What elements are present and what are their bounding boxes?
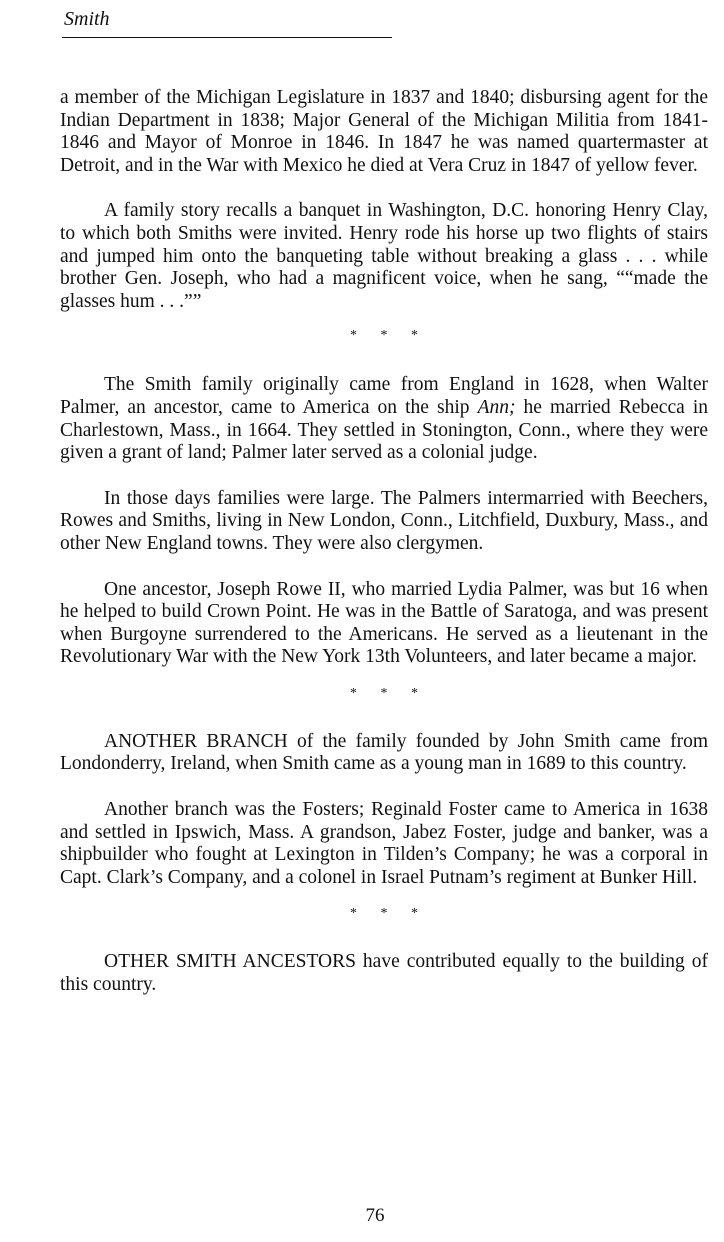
ship-name: Ann; (477, 396, 516, 418)
header-rule (62, 37, 392, 38)
paragraph: a member of the Michigan Legislature in 1837 and 1840; disbursing agent for the Indian Department in 1838; Major General of the Michigan Militia from 1841-1846 and Mayor of Monroe in 1846. In 1847 he was named quartermaster at Detroit, and in the War with Mexico he died at Vera Cruz in 1847 of yellow fever. (60, 87, 708, 176)
section-separator: * * * (350, 906, 428, 922)
paragraph: One ancestor, Joseph Rowe II, who married Lydia Palmer, was but 16 when he helped to build Crown Point. He was in the Battle of Saratoga, and was present when Burgoyne surrendered to the Americans. He served as a lieutenant in the Revolutionary War with the New York 13th Volunteers, and later became a major. (60, 578, 708, 668)
paragraph: The Smith family originally came from England in 1628, when Walter Palmer, an ancestor, came to America on the ship Ann; he married Rebecca in Charlestown, Mass., in 1664. They settled in Stonington, Conn., where they were given a grant of land; Palmer later served as a colonial judge. (60, 374, 708, 464)
paragraph: OTHER SMITH ANCESTORS have contributed equally to the building of this country. (60, 951, 708, 996)
section-separator: * * * (350, 685, 428, 701)
page-number: 76 (365, 1205, 385, 1226)
body-text (60, 87, 708, 997)
paragraph: ANOTHER BRANCH of the family founded by John Smith came from Londonderry, Ireland, when Smith came as a young man in 1689 to this country. (60, 730, 708, 775)
section-separator: * * * (350, 328, 428, 344)
paragraph: Another branch was the Fosters; Reginald Foster came to America in 1638 and settled in Ipswich, Mass. A grandson, Jabez Foster, judge and banker, was a shipbuilder who fought at Lexington in Tilden’s Company; he was a corporal in Capt. Clark’s Company, and a colonel in Israel Putnam’s regiment at Bunker Hill. (60, 799, 708, 888)
paragraph: A family story recalls a banquet in Washington, D.C. honoring Henry Clay, to which both Smiths were invited. Henry rode his horse up two flights of stairs and jumped him onto the banqueting table without breaking a glass . . . while brother Gen. Joseph, who had a magnificent voice, when he sang, ““made the glasses hum . . .”” (60, 200, 708, 312)
paragraph: In those days families were large. The Palmers intermarried with Beechers, Rowes and Smiths, living in New London, Conn., Litchfield, Duxbury, Mass., and other New England towns. They were also clergymen. (60, 487, 708, 554)
running-title: Smith (64, 8, 110, 30)
